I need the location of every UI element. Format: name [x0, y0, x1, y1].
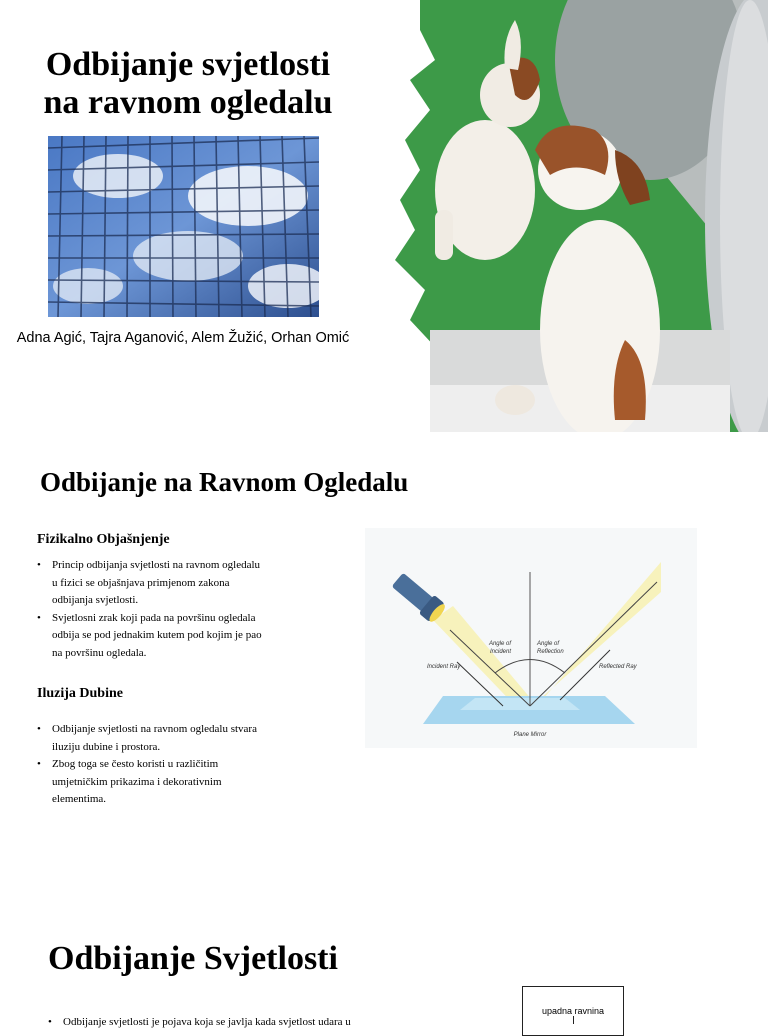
svg-text:Angle of [536, 641, 560, 647]
section1-heading: Fizikalno Objašnjenje [37, 532, 170, 547]
incidence-plane-box [522, 986, 624, 1036]
reflected-ray-label: Reflected Ray [599, 664, 637, 670]
section2-bullet-1: • Odbijanje svjetlosti na ravnom ogledalu stvara iluziju dubine i prostora. [37, 721, 262, 756]
glass-building-image [48, 136, 319, 317]
slide1-title-line2: na ravnom ogledalu [43, 84, 333, 121]
slide3-title: Odbijanje Svjetlosti [48, 940, 338, 977]
authors: Adna Agić, Tajra Aganović, Alem Žužić, Orhan Omić [16, 330, 350, 346]
section1-bullet-1: • Princip odbijanja svjetlosti na ravnom ogledalu u fizici se objašnjava primjenom zakona odbijanja svjetlosti. [37, 557, 262, 610]
svg-text:Angle of [488, 641, 512, 647]
slide3-bullets [48, 1014, 378, 1032]
angle-reflection-line2: Reflection [537, 649, 564, 655]
slide1-title [18, 46, 358, 122]
plane-axis-line [573, 1016, 574, 1024]
incident-ray-label: Incident Ray [427, 664, 461, 670]
slide2-title: Odbijanje na Ravnom Ogledalu [40, 467, 409, 497]
section1-bullet-2: • Svjetlosni zrak koji pada na površinu ogledala odbija se pod jednakim kutem pod kojim je pao na površinu ogledala. [37, 610, 262, 663]
section2-heading: Iluzija Dubine [37, 686, 123, 701]
dogs-mirror-image [390, 0, 768, 432]
svg-text:Reflection [537, 649, 564, 655]
angle-incident-line2: Incident [489, 649, 511, 655]
angle-incident-line1: Angle of [488, 641, 511, 647]
section1-bullets [37, 557, 262, 662]
section2-bullet-2: • Zbog toga se često koristi u različitim umjetničkim prikazima i dekorativnim elementima. [37, 756, 262, 809]
svg-text:Incident [490, 649, 511, 655]
slide3-bullet-1: • Odbijanje svjetlosti je pojava koja se javlja kada svjetlost udara u [48, 1014, 378, 1032]
reflection-diagram [365, 528, 697, 748]
incidence-plane-label: upadna ravnina [541, 1006, 605, 1016]
slide1-title-line1: Odbijanje svjetlosti [45, 46, 331, 83]
section2-bullets [37, 721, 262, 809]
plane-mirror-label: Plane Mirror [513, 732, 547, 738]
angle-reflection-line1: Angle of [537, 641, 560, 647]
